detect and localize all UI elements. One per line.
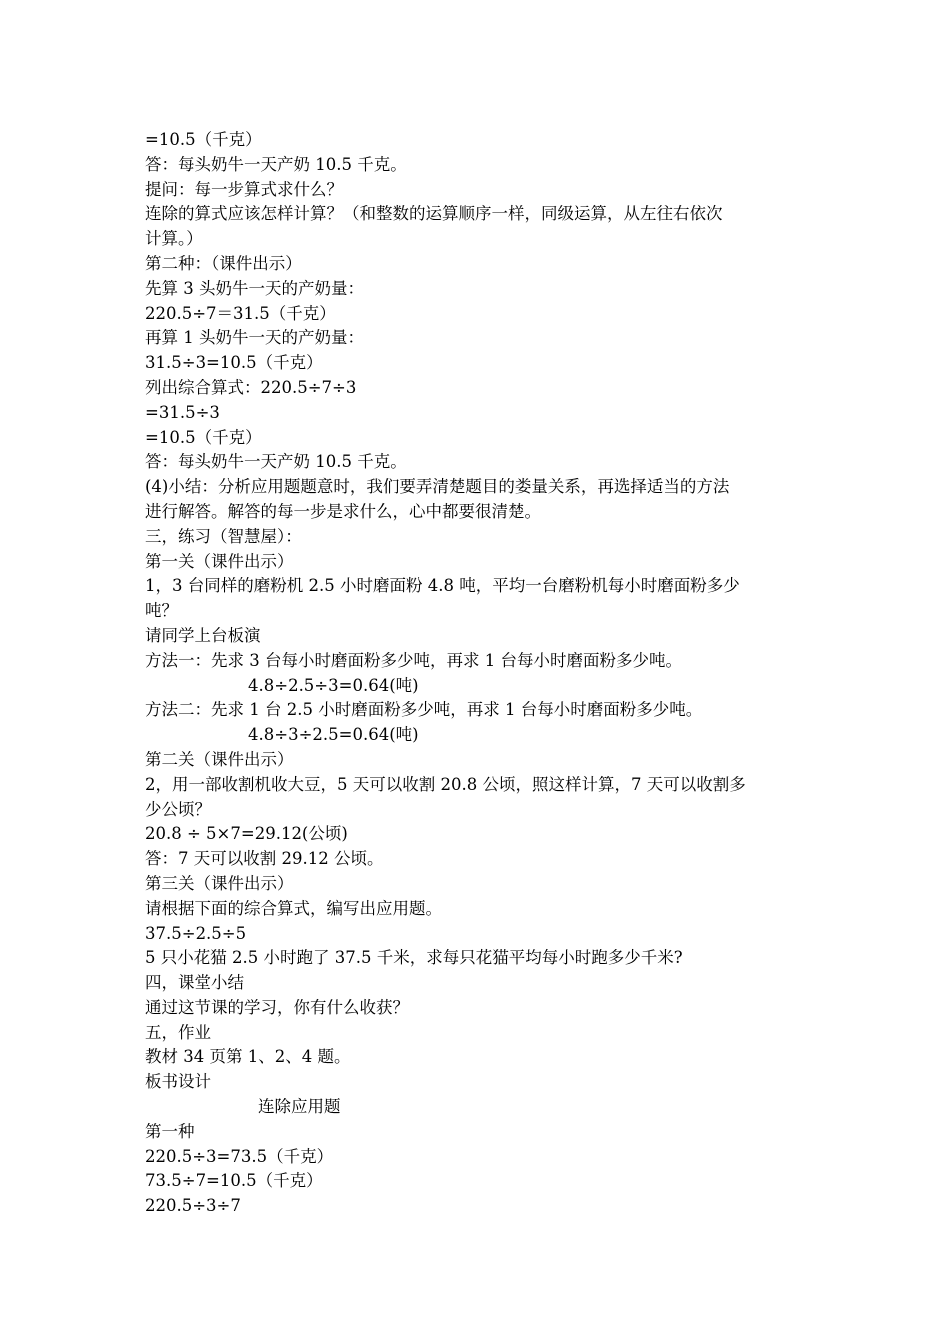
text-line: 再算 1 头奶牛一天的产奶量： bbox=[145, 328, 364, 348]
text-line: 五，作业 bbox=[145, 1022, 211, 1042]
text-line: 4.8÷3÷2.5=0.64(吨) bbox=[248, 725, 419, 745]
text-line: 请根据下面的综合算式，编写出应用题。 bbox=[145, 898, 442, 918]
text-line: 答：每头奶牛一天产奶 10.5 千克。 bbox=[145, 154, 407, 174]
document-page bbox=[145, 128, 815, 1219]
text-line: 三，练习（智慧屋）： bbox=[145, 526, 302, 546]
text-line: 请同学上台板演 bbox=[145, 625, 261, 645]
text-line: 第一关（课件出示） bbox=[145, 551, 294, 571]
text-line: 20.8 ÷ 5×7=29.12(公顷) bbox=[145, 824, 348, 844]
text-line: 吨？ bbox=[145, 601, 178, 621]
text-line: 220.5÷7＝31.5（千克） bbox=[145, 303, 336, 323]
text-line: 教材 34 页第 1、2、4 题。 bbox=[145, 1047, 351, 1067]
text-line: 先算 3 头奶牛一天的产奶量： bbox=[145, 278, 364, 298]
text-line: =10.5（千克） bbox=[145, 427, 262, 447]
text-line: 连除的算式应该怎样计算？（和整数的运算顺序一样，同级运算，从左往右依次 bbox=[145, 204, 723, 224]
text-line: 220.5÷3÷7 bbox=[145, 1196, 241, 1216]
text-line: 通过这节课的学习，你有什么收获？ bbox=[145, 997, 409, 1017]
text-line: 1，3 台同样的磨粉机 2.5 小时磨面粉 4.8 吨，平均一台磨粉机每小时磨面粉多少 bbox=[145, 576, 740, 596]
text-line: 第一种 bbox=[145, 1121, 195, 1141]
text-line: 5 只小花猫 2.5 小时跑了 37.5 千米，求每只花猫平均每小时跑多少千米? bbox=[145, 948, 683, 968]
text-line: 板书设计 bbox=[145, 1072, 211, 1092]
text-line: 进行解答。解答的每一步是求什么，心中都要很清楚。 bbox=[145, 501, 541, 521]
text-line: 列出综合算式：220.5÷7÷3 bbox=[145, 377, 357, 397]
text-line: 答：每头奶牛一天产奶 10.5 千克。 bbox=[145, 452, 407, 472]
text-line: 73.5÷7=10.5（千克） bbox=[145, 1171, 323, 1191]
text-line: 第二种：（课件出示） bbox=[145, 253, 302, 273]
text-line: 第二关（课件出示） bbox=[145, 749, 294, 769]
text-line: =10.5（千克） bbox=[145, 130, 262, 149]
text-line: =31.5÷3 bbox=[145, 402, 220, 422]
text-line: 提问：每一步算式求什么？ bbox=[145, 179, 343, 199]
text-line: 方法二：先求 1 台 2.5 小时磨面粉多少吨，再求 1 台每小时磨面粉多少吨。 bbox=[145, 700, 703, 720]
text-line: 计算。） bbox=[145, 229, 203, 249]
text-line: 方法一：先求 3 台每小时磨面粉多少吨，再求 1 台每小时磨面粉多少吨。 bbox=[145, 650, 682, 670]
text-line: 连除应用题 bbox=[258, 1097, 341, 1117]
text-line: 第三关（课件出示） bbox=[145, 873, 294, 893]
text-line: 答：7 天可以收割 29.12 公顷。 bbox=[145, 849, 384, 869]
text-line: 2，用一部收割机收大豆，5 天可以收割 20.8 公顷，照这样计算，7 天可以收割多 bbox=[145, 774, 746, 794]
text-line: 4.8÷2.5÷3=0.64(吨) bbox=[248, 675, 419, 695]
text-line: 37.5÷2.5÷5 bbox=[145, 923, 247, 943]
text-line: 少公顷？ bbox=[145, 799, 211, 819]
text-line: 220.5÷3=73.5（千克） bbox=[145, 1146, 334, 1166]
text-line: 31.5÷3=10.5（千克） bbox=[145, 353, 323, 373]
text-line: (4)小结：分析应用题题意时，我们要弄清楚题目的娄量关系，再选择适当的方法 bbox=[145, 477, 730, 497]
text-line: 四，课堂小结 bbox=[145, 973, 244, 993]
